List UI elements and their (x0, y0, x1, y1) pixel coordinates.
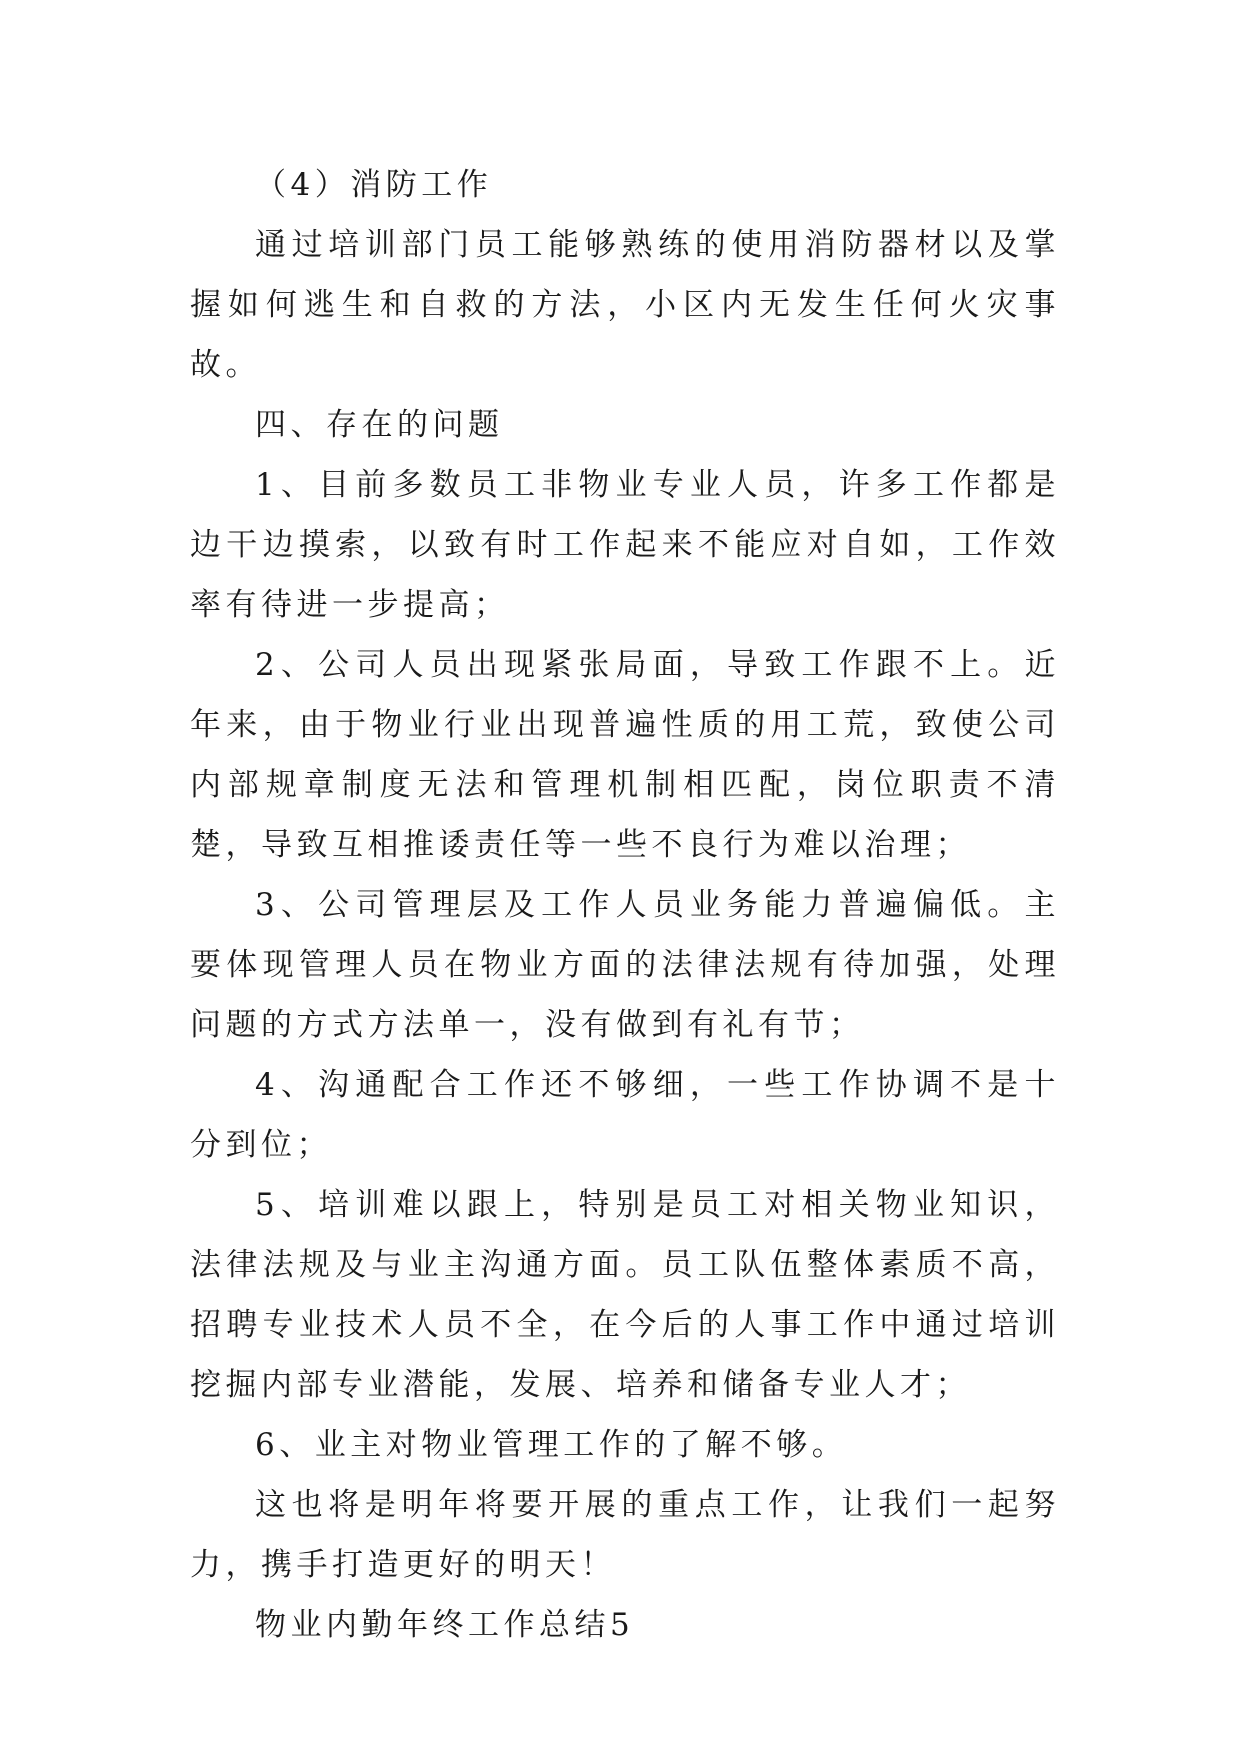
document-body (190, 155, 1060, 1655)
problem-item-3: 3、公司管理层及工作人员业务能力普遍偏低。主要体现管理人员在物业方面的法律法规有待加强，处理问题的方式方法单一，没有做到有礼有节； (190, 887, 1060, 1043)
section-heading-problems: 四、存在的问题 (255, 407, 504, 443)
closing-paragraph: 这也将是明年将要开展的重点工作，让我们一起努力，携手打造更好的明天！ (190, 1487, 1060, 1583)
problem-item-4: 4、沟通配合工作还不够细，一些工作协调不是十分到位； (190, 1067, 1060, 1163)
problem-item-6: 6、业主对物业管理工作的了解不够。 (255, 1427, 848, 1463)
section-heading-fire-safety: （4）消防工作 (255, 167, 493, 203)
problem-item-5: 5、培训难以跟上，特别是员工对相关物业知识，法律法规及与业主沟通方面。员工队伍整体素质不高，招聘专业技术人员不全，在今后的人事工作中通过培训挖掘内部专业潜能，发展、培养和储备专业人才； (190, 1187, 1060, 1403)
problem-item-1: 1、目前多数员工非物业专业人员，许多工作都是边干边摸索，以致有时工作起来不能应对自如，工作效率有待进一步提高； (190, 467, 1060, 623)
problem-item-2: 2、公司人员出现紧张局面，导致工作跟不上。近年来，由于物业行业出现普遍性质的用工荒，致使公司内部规章制度无法和管理机制相匹配，岗位职责不清楚，导致互相推诿责任等一些不良行为难以治理； (190, 647, 1060, 863)
paragraph-fire-safety: 通过培训部门员工能够熟练的使用消防器材以及掌握如何逃生和自救的方法，小区内无发生任何火灾事故。 (190, 227, 1060, 383)
next-section-title: 物业内勤年终工作总结5 (255, 1607, 635, 1643)
